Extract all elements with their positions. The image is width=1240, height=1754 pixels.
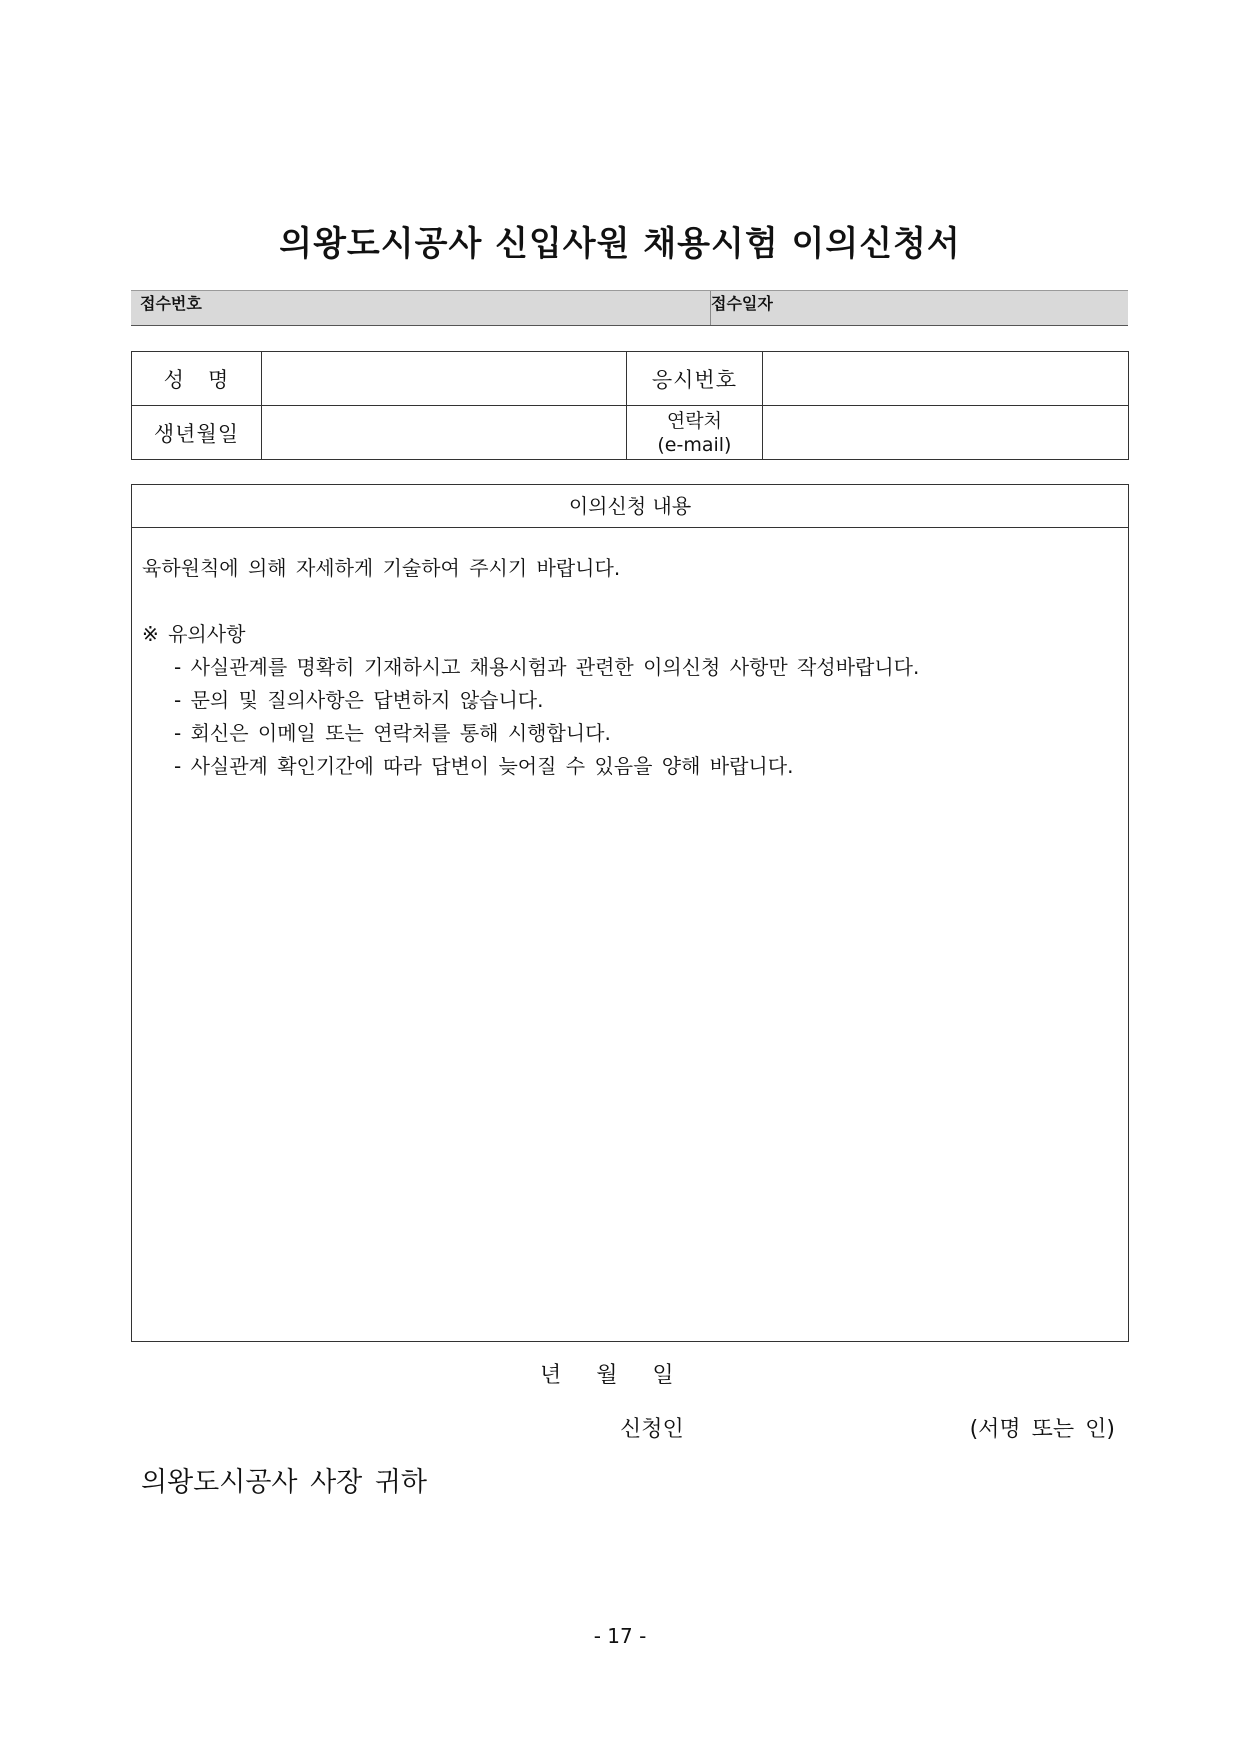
receipt-bar [131, 290, 1128, 326]
objection-header: 이의신청 내용 [132, 485, 1128, 528]
notes-title: ※ 유의사항 [142, 622, 246, 646]
objection-content-box[interactable] [131, 484, 1129, 1342]
birthdate-label: 생년월일 [153, 421, 240, 446]
signature-label: (서명 또는 인) [969, 1417, 1115, 1442]
contact-sub-label: (e-mail) [657, 433, 732, 456]
exam-number-input-cell[interactable] [763, 352, 1129, 406]
name-input-cell[interactable] [261, 352, 626, 406]
receipt-number-label: 접수번호 [140, 294, 202, 313]
applicant-info-table [131, 351, 1129, 460]
birthdate-input-cell[interactable] [261, 406, 626, 460]
name-label-cell [132, 352, 262, 406]
receipt-number-field[interactable] [131, 291, 711, 325]
applicant-label: 신청인 [620, 1417, 684, 1442]
date-line[interactable]: 년 월 일 [540, 1363, 674, 1388]
table-row [132, 406, 1129, 460]
contact-input-cell[interactable] [763, 406, 1129, 460]
table-row [132, 352, 1129, 406]
receipt-date-field[interactable] [702, 291, 1131, 325]
exam-number-label: 응시번호 [651, 367, 738, 392]
exam-number-label-cell [626, 352, 763, 406]
list-item: - 사실관계 확인기간에 따라 답변이 늦어질 수 있음을 양해 바랍니다. [174, 754, 794, 778]
contact-label-cell [626, 406, 763, 460]
list-item: - 문의 및 질의사항은 답변하지 않습니다. [174, 688, 544, 712]
spacer [142, 585, 1118, 618]
page-number: - 17 - [593, 1624, 647, 1648]
recipient-line: 의왕도시공사 사장 귀하 [141, 1467, 427, 1498]
birthdate-label-cell [132, 406, 262, 460]
contact-label: 연락처 [666, 409, 722, 432]
objection-body [132, 528, 1128, 783]
name-label: 성 명 [163, 367, 230, 392]
receipt-date-label: 접수일자 [711, 294, 773, 313]
list-item: - 사실관계를 명확히 기재하시고 채용시험과 관련한 이의신청 사항만 작성바랍니다. [174, 655, 920, 679]
list-item: - 회신은 이메일 또는 연락처를 통해 시행합니다. [174, 721, 611, 745]
instruction-text: 육하원칙에 의해 자세하게 기술하여 주시기 바랍니다. [142, 556, 621, 580]
page-title: 의왕도시공사 신입사원 채용시험 이의신청서 [279, 224, 961, 264]
